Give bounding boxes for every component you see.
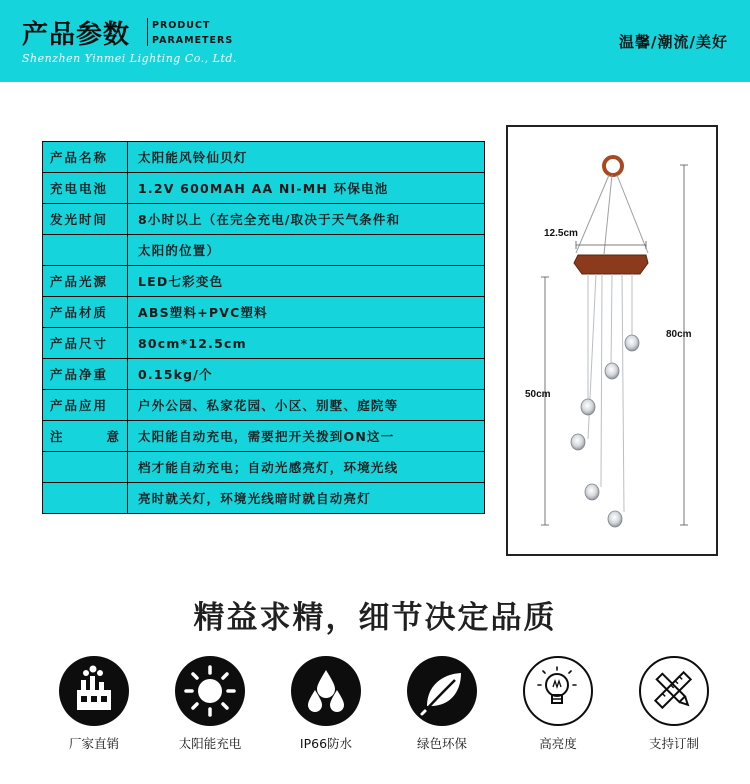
quality-tagline: 精益求精，细节决定品质 (193, 600, 557, 636)
feature-item (508, 656, 608, 752)
feature-item (44, 656, 144, 752)
width-dimension-line (576, 241, 646, 249)
feature-item (392, 656, 492, 752)
spec-value: 80cm*12.5cm (128, 328, 485, 359)
spec-label (43, 421, 128, 452)
solar-roof (574, 255, 648, 274)
spec-label (43, 452, 128, 483)
feature-label: 绿色环保 (416, 736, 467, 751)
title-english-line2: PARAMETERS (152, 35, 234, 46)
spec-value: 亮时就关灯，环境光线暗时就自动亮灯 (128, 483, 485, 514)
slogan-word: 温馨 (618, 33, 651, 51)
section-title: 产品参数 (22, 20, 131, 50)
table-row (43, 390, 485, 421)
ruler-pencil-icon (639, 656, 709, 726)
spec-label: 充电电池 (43, 173, 128, 204)
feature-label: 高亮度 (539, 736, 577, 751)
table-row (43, 142, 485, 173)
slogan-word: 潮流 (657, 33, 690, 51)
water-drops-icon (291, 656, 361, 726)
feature-label: IP66防水 (299, 736, 353, 751)
feature-item (624, 656, 724, 752)
feature-label: 厂家直销 (68, 736, 119, 751)
spec-value: ABS塑料+PVC塑料 (128, 297, 485, 328)
table-row (43, 297, 485, 328)
spec-label: 产品名称 (43, 142, 128, 173)
leaf-icon (407, 656, 477, 726)
header-band (0, 0, 750, 82)
spec-value: 档才能自动充电；自动光感亮灯，环境光线 (128, 452, 485, 483)
spec-value: 太阳能风铃仙贝灯 (128, 142, 485, 173)
spec-value: 8小时以上（在完全充电/取决于天气条件和 (128, 204, 485, 235)
title-divider (147, 18, 148, 46)
spec-label (43, 483, 128, 514)
hanger-string (576, 175, 609, 253)
note-label-char: 意 (106, 429, 121, 444)
spec-value: 1.2V 600MAH AA NI-MH 环保电池 (128, 173, 485, 204)
spec-table (42, 141, 485, 514)
table-row (43, 204, 485, 235)
chain-length-label: 50cm (525, 389, 551, 400)
light-bulb-icon (523, 656, 593, 726)
total-height-label: 80cm (666, 329, 692, 340)
spec-value: 太阳能自动充电，需要把开关拨到ON这一 (128, 421, 485, 452)
table-row (43, 235, 485, 266)
sun-icon (175, 656, 245, 726)
table-row (43, 483, 485, 514)
spec-value: 户外公园、私家花园、小区、别墅、庭院等 (128, 390, 485, 421)
title-english-line1: PRODUCT (152, 20, 211, 31)
hanger-string (617, 175, 648, 253)
spec-label: 产品应用 (43, 390, 128, 421)
feature-label: 太阳能充电 (178, 736, 242, 751)
chain-length-dimension-line (541, 277, 549, 525)
table-row (43, 421, 485, 452)
note-label-char: 注 (50, 429, 65, 444)
spec-label: 产品净重 (43, 359, 128, 390)
table-row (43, 173, 485, 204)
table-row (43, 359, 485, 390)
spec-label: 产品尺寸 (43, 328, 128, 359)
spec-value: 太阳的位置） (128, 235, 485, 266)
feature-label: 支持订制 (648, 736, 699, 751)
spec-label (43, 235, 128, 266)
wind-chime-illustration (508, 127, 720, 558)
product-diagram (506, 125, 718, 556)
feature-row (0, 656, 750, 756)
company-name: Shenzhen Yinmei Lighting Co., Ltd. (22, 52, 237, 65)
spec-label: 产品光源 (43, 266, 128, 297)
slogan (619, 31, 728, 52)
spec-value: LED七彩变色 (128, 266, 485, 297)
spec-value: 0.15kg/个 (128, 359, 485, 390)
spec-label: 发光时间 (43, 204, 128, 235)
hanger-string (604, 175, 612, 254)
hanging-ring (604, 157, 622, 175)
shell-lights (571, 335, 639, 527)
table-row (43, 452, 485, 483)
total-height-dimension-line (680, 165, 688, 525)
factory-icon (59, 656, 129, 726)
spec-label: 产品材质 (43, 297, 128, 328)
slogan-separator: / (689, 33, 696, 51)
table-row (43, 266, 485, 297)
chime-wires (588, 274, 632, 512)
feature-item (276, 656, 376, 752)
table-row (43, 328, 485, 359)
feature-item (160, 656, 260, 752)
width-dimension-label: 12.5cm (544, 228, 578, 239)
slogan-word: 美好 (695, 33, 728, 51)
slogan-separator: / (651, 33, 658, 51)
